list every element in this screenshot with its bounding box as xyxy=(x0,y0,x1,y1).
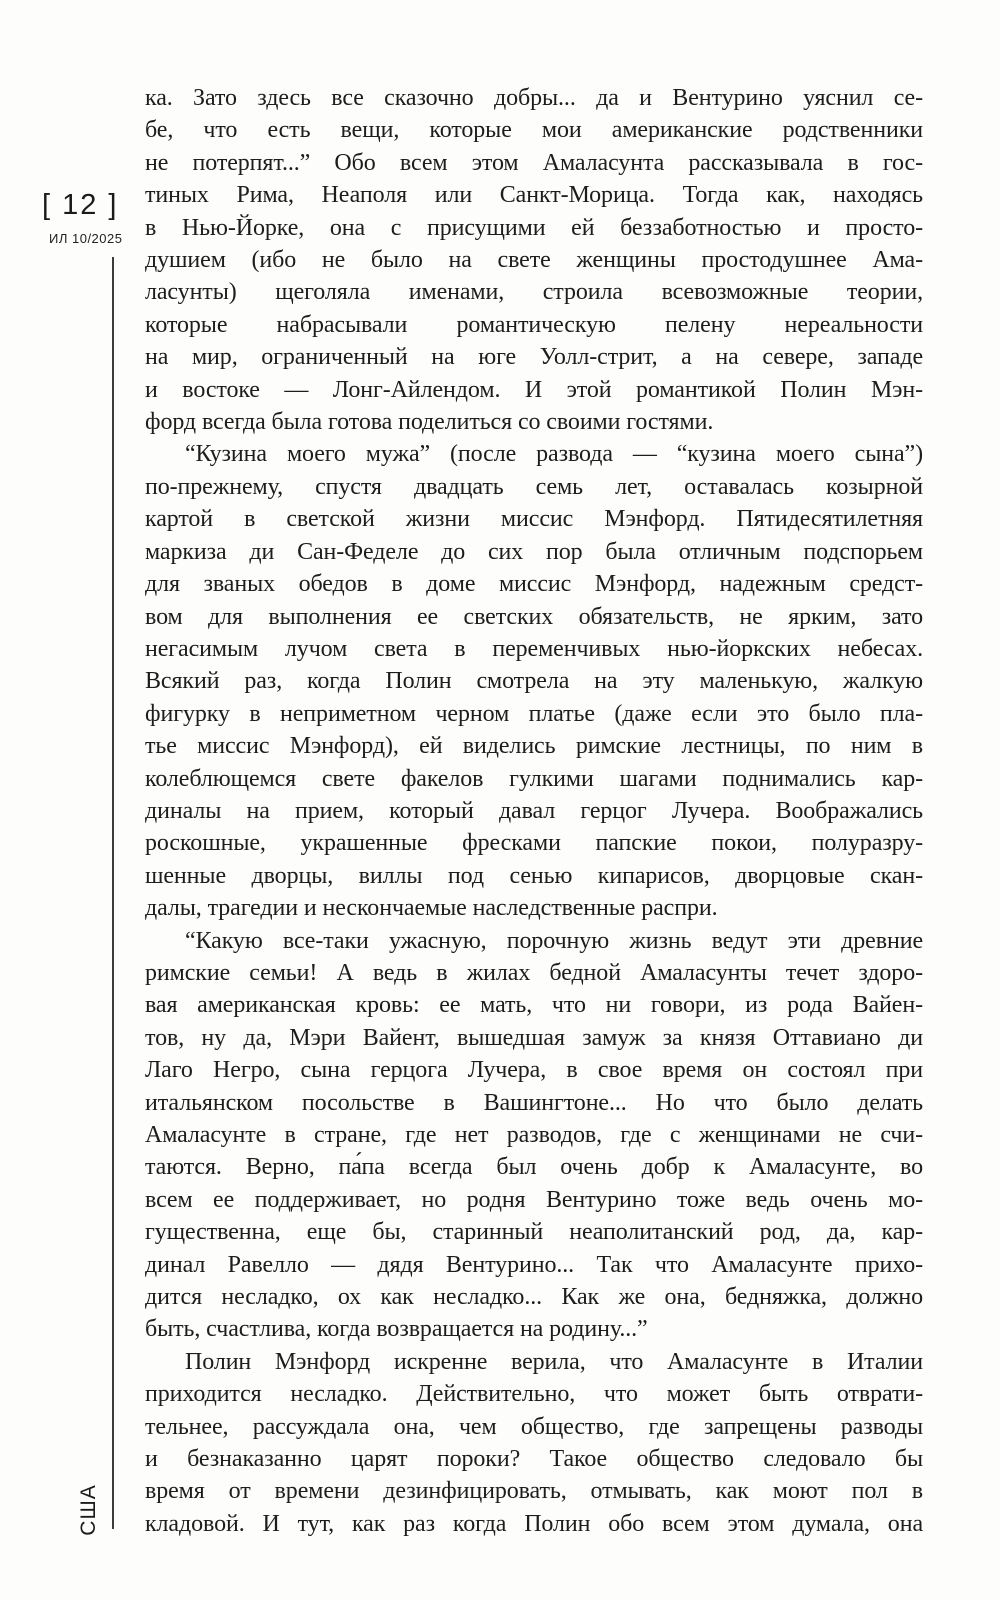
text-line: кладовой. И тут, как раз когда Полин обо всем этом думала, она xyxy=(145,1510,923,1537)
text-line: тельнее, рассуждала она, чем общество, где запрещены разводы xyxy=(145,1413,923,1440)
text-line: и безнаказанно царят пороки? Такое общество следовало бы xyxy=(145,1446,923,1473)
text-line: роскошные, украшенные фресками папские покои, полуразру- xyxy=(145,830,923,857)
text-line: которые набрасывали романтическую пелену нереальности xyxy=(145,311,923,338)
margin-rule xyxy=(112,257,114,1529)
text-line: маркиза ди Сан-Феделе до сих пор была отличным подспорьем xyxy=(145,538,923,565)
text-line: колеблющемся свете факелов гулкими шагами поднимались кар- xyxy=(145,765,923,792)
text-line: римские семьи! А ведь в жилах бедной Амаласунты течет здоро- xyxy=(145,959,923,986)
text-line: Лаго Негро, сына герцога Лучера, в свое время он состоял при xyxy=(145,1057,923,1084)
text-line: время от времени дезинфицировать, отмывать, как моют пол в xyxy=(145,1478,923,1505)
text-line: быть, счастлива, когда возвращается на родину...” xyxy=(145,1316,648,1343)
text-line: далы, трагедии и нескончаемые наследственные распри. xyxy=(145,895,718,922)
text-line: на мир, ограниченный на юге Уолл-стрит, а на севере, западе xyxy=(145,344,923,371)
text-line: фигурку в неприметном черном платье (даже если это было пла- xyxy=(145,700,923,727)
text-line: для званых обедов в доме миссис Мэнфорд, надежным средст- xyxy=(145,571,923,598)
text-line: тье миссис Мэнфорд), ей виделись римские лестницы, по ним в xyxy=(145,733,923,760)
text-line: негасимым лучом света в переменчивых нью-йоркских небесах. xyxy=(145,635,923,662)
text-line: дится несладко, ох как несладко... Как же она, бедняжка, должно xyxy=(145,1284,923,1311)
text-line: вая американская кровь: ее мать, что ни говори, из рода Вайен- xyxy=(145,992,923,1019)
text-line: таются. Верно, па́па всегда был очень добр к Амаласунте, во xyxy=(145,1154,923,1181)
text-line: Амаласунте в стране, где нет разводов, где с женщинами не счи- xyxy=(145,1122,923,1148)
text-line: ласунты) щеголяла именами, строила всевозможные теории, xyxy=(145,279,923,306)
text-line: Всякий раз, когда Полин смотрела на эту маленькую, жалкую xyxy=(145,668,923,695)
text-line: “Какую все-таки ужасную, порочную жизнь ведут эти древние xyxy=(185,927,923,954)
text-line: и востоке — Лонг-Айлендом. И этой романтикой Полин Мэн- xyxy=(145,376,923,403)
text-line: “Кузина моего мужа” (после развода — “кузина моего сына”) xyxy=(185,441,923,468)
text-line: в Нью-Йорке, она с присущими ей беззаботностью и просто- xyxy=(145,214,923,241)
text-line: диналы на прием, который давал герцог Лучера. Воображались xyxy=(145,797,923,824)
text-line: приходится несладко. Действительно, что может быть отврати- xyxy=(145,1381,923,1408)
text-line: душием (ибо не было на свете женщины простодушнее Ама- xyxy=(145,247,923,274)
text-line: по-прежнему, спустя двадцать семь лет, оставалась козырной xyxy=(145,473,923,500)
text-line: итальянском посольстве в Вашингтоне... Но что было делать xyxy=(145,1089,923,1116)
text-line: тов, ну да, Мэри Вайент, вышедшая замуж за князя Оттавиано ди xyxy=(145,1024,923,1051)
section-label-usa: США xyxy=(77,1484,100,1536)
text-line: ка. Зато здесь все сказочно добры... да и Вентурино уяснил се- xyxy=(145,85,923,111)
text-line: всем ее поддерживает, но родня Вентурино тоже ведь очень мо- xyxy=(145,1186,923,1213)
text-line: бе, что есть вещи, которые мои американские родственники xyxy=(145,117,923,144)
text-line: динал Равелло — дядя Вентурино... Так что Амаласунте прихо- xyxy=(145,1251,923,1278)
text-line: гущественна, еще бы, старинный неаполитанский род, да, кар- xyxy=(145,1219,923,1246)
text-line: шенные дворцы, виллы под сенью кипарисов, дворцовые скан- xyxy=(145,862,923,889)
text-line: тиных Рима, Неаполя или Санкт-Морица. Тогда как, находясь xyxy=(145,182,923,209)
text-line: Полин Мэнфорд искренне верила, что Амаласунте в Италии xyxy=(185,1348,923,1375)
body-text xyxy=(145,82,923,1540)
journal-issue-label: ИЛ 10/2025 xyxy=(49,231,123,246)
text-line: форд всегда была готова поделиться со своими гостями. xyxy=(145,409,714,436)
text-line: картой в светской жизни миссис Мэнфорд. Пятидесятилетняя xyxy=(145,506,923,533)
page-number: [ 12 ] xyxy=(42,189,119,221)
text-line: не потерпят...” Обо всем этом Амаласунта рассказывала в гос- xyxy=(145,149,923,176)
text-line: вом для выполнения ее светских обязательств, не ярким, зато xyxy=(145,603,923,630)
